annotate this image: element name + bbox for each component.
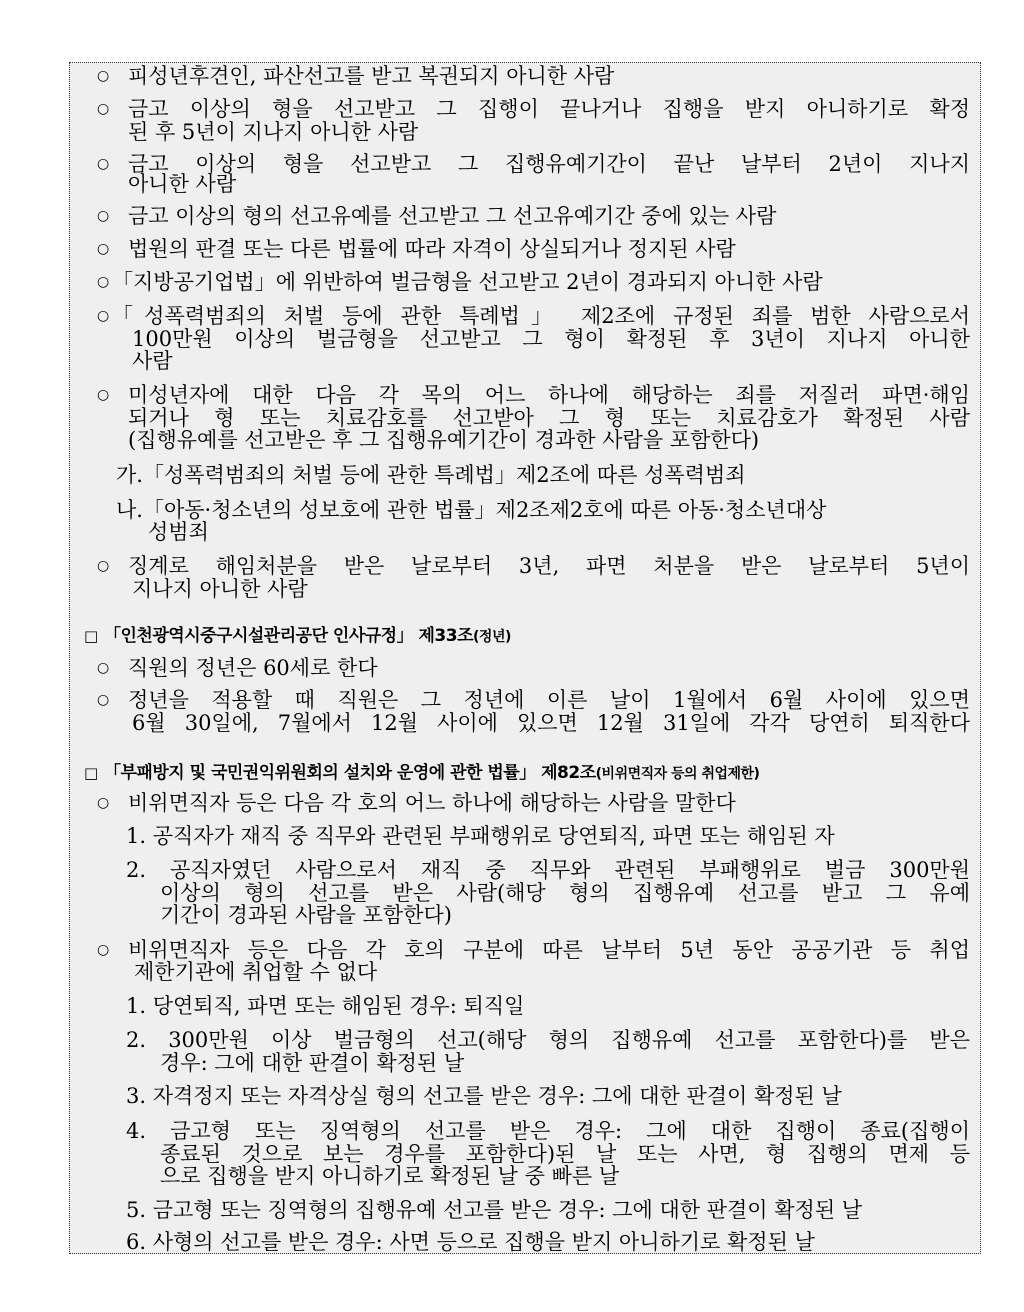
- disq-item-7-line-2: 100만원 이상의 벌금형을 선고받고 그 형이 확정된 후 3년이 지나지 아니한: [132, 327, 970, 351]
- disq-item-7-line-1: 「성폭력범죄의 처벌 등에 관한 특례법」 제2조에 규정된 죄를 범한 사람으로서: [112, 304, 970, 328]
- anticorr-item-2-line-1: 비위면직자 등은 다음 각 호의 구분에 따른 날부터 5년 동안 공공기관 등 취업: [128, 938, 970, 962]
- anticorr-n1-2-line-1: 2. 공직자였던 사람으로서 재직 중 직무와 관련된 부패행위로 벌금 300만원: [126, 858, 970, 882]
- disq-item-6: 「지방공기업법」에 위반하여 벌금형을 선고받고 2년이 경과되지 아니한 사람: [112, 270, 823, 294]
- bullet-square: □: [84, 764, 99, 782]
- anticorr-n2-4-line-3: 으로 집행을 받지 아니하기로 확정된 날 중 빠른 날: [160, 1164, 620, 1188]
- bullet-circle: ○: [97, 660, 110, 676]
- bullet-circle: ○: [97, 101, 110, 117]
- anticorr-n2-4-line-1: 4. 금고형 또는 징역형의 선고를 받은 경우: 그에 대한 집행이 종료(집행이: [126, 1119, 970, 1143]
- bullet-circle: ○: [97, 274, 110, 290]
- bullet-circle: ○: [97, 308, 110, 324]
- anticorr-n2-4-line-2: 종료된 것으로 보는 경우를 포함한다)된 날 또는 사면, 형 집행의 면제 등: [160, 1142, 970, 1166]
- document-box: [69, 62, 981, 1254]
- disq-item-3-line-2: 아니한 사람: [128, 172, 237, 196]
- retire-title-main: 「인천광역시중구시설관리공단 인사규정」 제33조: [104, 626, 474, 646]
- retire-title-sub: (정년): [473, 629, 511, 645]
- disq-item-2-line-1: 금고 이상의 형을 선고받고 그 집행이 끝나거나 집행을 받지 아니하기로 확정: [128, 97, 970, 121]
- bullet-circle: ○: [97, 795, 110, 811]
- anticorr-n2-3: 3. 자격정지 또는 자격상실 형의 선고를 받은 경우: 그에 대한 판결이 확정된 날: [126, 1084, 842, 1108]
- disq-sub-ga: 가.「성폭력범죄의 처벌 등에 관한 특례법」제2조에 따른 성폭력범죄: [116, 463, 746, 487]
- anticorr-n1-2-line-2: 이상의 형의 선고를 받은 사람(해당 형의 집행유예 선고를 받고 그 유예: [160, 881, 970, 905]
- bullet-circle: ○: [97, 208, 110, 224]
- anticorr-item-2-line-2: 제한기관에 취업할 수 없다: [134, 960, 378, 984]
- disq-sub-na-line-1: 나.「아동·청소년의 성보호에 관한 법률」제2조제2호에 따른 아동·청소년대상: [116, 498, 827, 522]
- bullet-square: □: [84, 627, 99, 645]
- bullet-circle: ○: [97, 692, 110, 708]
- retire-item-2-line-2: 6월 30일에, 7월에서 12월 사이에 있으면 12월 31일에 각각 당연히 퇴직한다: [132, 711, 970, 735]
- anticorr-n2-5: 5. 금고형 또는 징역형의 집행유예 선고를 받은 경우: 그에 대한 판결이 확정된 날: [126, 1198, 863, 1222]
- disq-item-9-line-1: 징계로 해임처분을 받은 날로부터 3년, 파면 처분을 받은 날로부터 5년이: [128, 554, 970, 578]
- bullet-circle: ○: [97, 558, 110, 574]
- bullet-circle: ○: [97, 241, 110, 257]
- anticorr-section-title: [104, 761, 759, 786]
- anticorr-item-1: 비위면직자 등은 다음 각 호의 어느 하나에 해당하는 사람을 말한다: [128, 791, 736, 815]
- disq-item-2-line-2: 된 후 5년이 지나지 아니한 사람: [128, 120, 419, 144]
- disq-item-1: 피성년후견인, 파산선고를 받고 복권되지 아니한 사람: [128, 64, 615, 88]
- anticorr-n1-1: 1. 공직자가 재직 중 직무와 관련된 부패행위로 당연퇴직, 파면 또는 해임된 자: [126, 824, 835, 848]
- anticorr-title-main: 「부패방지 및 국민권익위원회의 설치와 운영에 관한 법률」 제82조: [104, 763, 596, 783]
- bullet-circle: ○: [97, 156, 110, 172]
- disq-item-7-line-3: 사람: [132, 349, 173, 373]
- retire-item-2-line-1: 정년을 적용할 때 직원은 그 정년에 이른 날이 1월에서 6월 사이에 있으면: [128, 688, 970, 712]
- disq-item-4: 금고 이상의 형의 선고유예를 선고받고 그 선고유예기간 중에 있는 사람: [128, 204, 777, 228]
- disq-sub-na-line-2: 성범죄: [148, 520, 209, 544]
- anticorr-n2-1: 1. 당연퇴직, 파면 또는 해임된 경우: 퇴직일: [126, 994, 525, 1018]
- disq-item-3-line-1: 금고 이상의 형을 선고받고 그 집행유예기간이 끝난 날부터 2년이 지나지: [128, 152, 970, 176]
- anticorr-n2-2-line-2: 경우: 그에 대한 판결이 확정된 날: [160, 1051, 465, 1075]
- bullet-circle: ○: [97, 387, 110, 403]
- anticorr-n2-2-line-1: 2. 300만원 이상 벌금형의 선고(해당 형의 집행유예 선고를 포함한다)를 받은: [126, 1028, 970, 1052]
- disq-item-8-line-2: 되거나 형 또는 치료감호를 선고받아 그 형 또는 치료감호가 확정된 사람: [128, 406, 970, 430]
- disq-item-8-line-1: 미성년자에 대한 다음 각 목의 어느 하나에 해당하는 죄를 저질러 파면·해임: [128, 383, 970, 407]
- anticorr-n2-6: 6. 사형의 선고를 받은 경우: 사면 등으로 집행을 받지 아니하기로 확정된 날: [126, 1230, 815, 1254]
- disq-item-5: 법원의 판결 또는 다른 법률에 따라 자격이 상실되거나 정지된 사람: [128, 237, 736, 261]
- bullet-circle: ○: [97, 68, 110, 84]
- retire-section-title: [104, 624, 511, 649]
- disq-item-8-line-3: (집행유예를 선고받은 후 그 집행유예기간이 경과한 사람을 포함한다): [128, 428, 760, 452]
- retire-item-1: 직원의 정년은 60세로 한다: [128, 656, 378, 680]
- anticorr-n1-2-line-3: 기간이 경과된 사람을 포함한다): [160, 903, 452, 927]
- bullet-circle: ○: [97, 942, 110, 958]
- disq-item-9-line-2: 지나지 아니한 사람: [132, 577, 308, 601]
- anticorr-title-sub: (비위면직자 등의 취업제한): [595, 766, 760, 782]
